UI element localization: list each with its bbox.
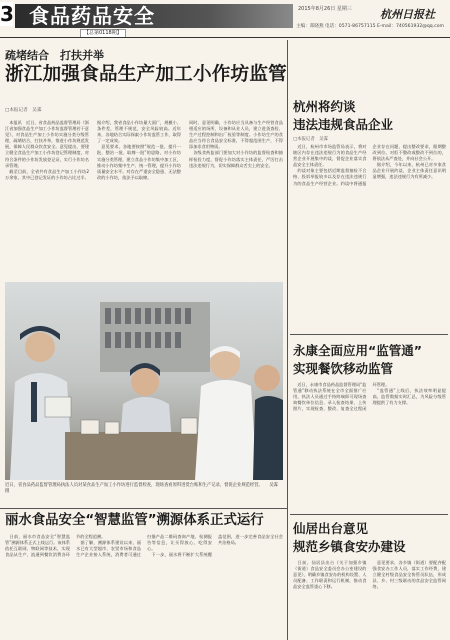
lead-body-col1: 本报讯 近日，省食品药品监督管理局《浙江省加强食品生产加工小作坊监督管理若干意见》，对食品生产加工小作坊实施分类分级管理，疏堵结合，打扶并举，推进小作坊规范发展，保障人民群众饮食安全。意见提出，要建立健全食品生产加工小作坊登记管理制度，对符合条件的小作坊发放登记证，实行小作坊名录管理。 截至目前，全省共有食品生产加工小作坊2万余家，其中已登记发证的小作坊占比过半。 (5, 120, 89, 180)
story-divider (290, 334, 448, 335)
masthead-logo: 杭州日报社 (380, 8, 435, 21)
inspection-photo (5, 282, 283, 480)
story2-headline-line2: 实现餐饮移动监管 (293, 361, 394, 376)
story1-body: 近日，杭州市市场监管局表示，将对辖区内存在违法违规行为的食品生产经营企业开展集中约谈，督促企业落实食品安全主体责任。 约谈对象主要包括近期监督抽检不合格、投诉举报较多以及存在违法违规行为的食品生产经营企业。约谈中将通报企业存在问题，提出整改要求，限期整改到位。对拒不整改或整改不到位的，将依法从严查处，并向社会公开。 据介绍，今年以来，杭州已对多家食品企业开展约谈，企业主体责任意识明显增强，违法违规行为有所减少。 (293, 144, 446, 186)
lead-body-col2: 据介绍，我省食品小作坊量大面广，规模小、条件差，管理不规范，安全风险较高。近年来，各地结合实际探索小作坊监管工作，取得了一定成效。 意见要求，各地要按照“规范一批、提升一批、整治一批、取缔一批”的思路，对小作坊实施分类管理，建立食品小作坊集中加工区，推动小作坊集中生产、统一管理，提升小作坊质量安全水平。对存在严重安全隐患、无法整改的小作坊，依法予以取缔。 (97, 120, 181, 180)
lead-headline: 浙江加强食品生产加工小作坊监管 (5, 64, 287, 85)
header-date: 2015年8月26日 星期三 (298, 6, 352, 12)
story1-byline: □本报记者 吴霁 (293, 137, 328, 142)
section-title: 食品药品安全 (29, 4, 155, 28)
bottom-body: 日前，丽水市食品安全“智慧监管”溯源体系正式上线运行。该体系依托互联网、物联网等技术，实现食品从生产、流通到餐饮消费各环节的全程追溯。 据了解，溯源体系建设以来，丽水已有大型超市、农贸市场和食品生产企业接入系统，消费者可通过扫描产品二维码查询产地、检测报告等信息，让买得放心、吃得安心。 下一步，丽水将不断扩大系统覆盖范围，进一步完善食品安全社会共治格局。 (5, 534, 283, 558)
photo-caption: 近日，省食品药品监督管理局执法人员对某食品生产加工小作坊进行监督检查，现场查看原料进货台账和生产记录，督促企业规范经营。 吴霁 摄 (5, 483, 283, 494)
story3-headline-line1: 仙居出台意见 (293, 521, 369, 536)
lead-byline: □本报记者 吴霁 (5, 108, 42, 113)
lead-body-col3: 同时，意见明确，小作坊应当具备与生产经营食品相适应的场所、设备和从业人员，建立进货查验、生产过程控制和出厂检验等制度。小作坊生产的食品应当符合食品安全标准，不得超范围生产，不得添加非食用物质。 各级食药监部门要加大对小作坊的监督检查和抽样检验力度，督促小作坊落实主体责任，严厉打击违法违规行为，切实保障群众舌尖上的安全。 (189, 120, 283, 168)
story3-headline-line2: 规范乡镇食安办建设 (293, 539, 406, 554)
masthead-rule (0, 37, 450, 38)
page-number: 3 (0, 2, 14, 26)
lead-photo (5, 282, 283, 480)
section-divider (0, 508, 287, 509)
bottom-headline: 丽水食品安全“智慧监管”溯源体系正式运行 (5, 513, 264, 528)
story3-body: 日前，仙居县出台《关于加强乡镇（街道）食品安全委员会办公室建设的意见》，明确乡镇食安办的机构设置、人员配备、工作职责和运行机制，推动食品安全监管重心下移。 意见要求，各乡镇（街道）要配齐配强食安办工作人员，落实工作经费，建立健全村级食品安全协管员队伍，形成县、乡、村三级联动的食品安全监管网络。 (293, 560, 446, 590)
story-divider (290, 514, 448, 515)
story1-headline-line1: 杭州将约谈 (293, 99, 356, 114)
masthead-staff: 主编：郑晓燕 电话：0571-86757115 E-mail：740561932@qq.com (296, 24, 444, 29)
column-divider (287, 40, 288, 640)
story2-body: 近日，永康市食品药品监督管理局“监管通”移动执法系统在全市全面推广应用，执法人员通过手持终端即可现场查询餐饮单位信息、录入检查结果、上传照片，实现检查、整改、复查全过程闭环管理。 “监管通”上线后，执法效率明显提高，监管数据实时汇总，为风险分级管理提供了有力支撑。 (293, 382, 446, 412)
lead-kicker: 疏堵结合 打扶并举 (5, 49, 104, 62)
edition-badge: 【总第0118期】 (80, 29, 126, 38)
story2-headline-line1: 永康全面应用“监管通” (293, 343, 422, 358)
story1-headline-line2: 违法违规食品企业 (293, 117, 394, 132)
